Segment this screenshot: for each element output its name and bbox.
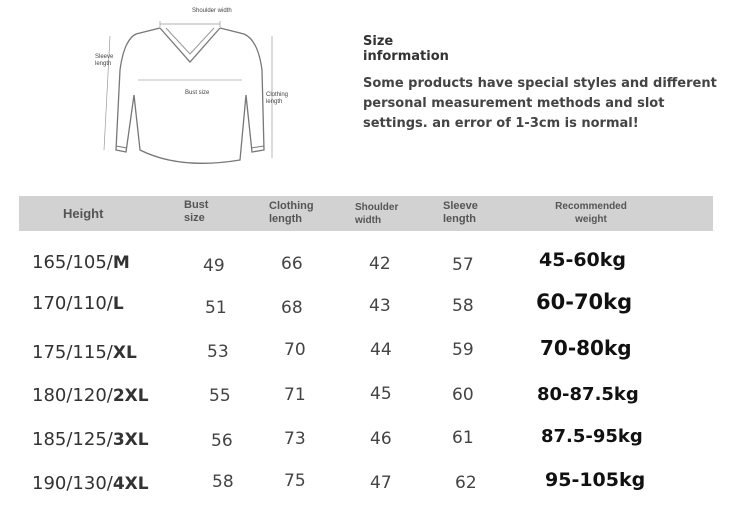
cell-bust: 49 bbox=[203, 256, 225, 276]
cell-clothing: 70 bbox=[284, 340, 306, 360]
header-shoulder: Shoulder width bbox=[355, 202, 399, 226]
cell-sleeve: 61 bbox=[452, 428, 474, 448]
sleeve-length-label: Sleeve length bbox=[95, 54, 114, 67]
cell-weight: 87.5-95kg bbox=[541, 426, 643, 447]
table-row-size: 175/115/XL bbox=[32, 342, 137, 363]
table-row-size: 170/110/L bbox=[32, 293, 124, 314]
cell-sleeve: 58 bbox=[452, 296, 474, 316]
cell-shoulder: 43 bbox=[369, 296, 391, 316]
header-height: Height bbox=[63, 206, 104, 221]
bust-size-label: Bust size bbox=[185, 90, 210, 96]
cell-bust: 58 bbox=[212, 472, 234, 492]
cell-shoulder: 45 bbox=[370, 384, 392, 404]
cell-sleeve: 59 bbox=[452, 340, 474, 360]
shoulder-width-label: Shoulder width bbox=[192, 8, 232, 14]
header-bust: Bust size bbox=[184, 199, 209, 224]
cell-shoulder: 42 bbox=[369, 254, 391, 274]
cell-shoulder: 44 bbox=[370, 340, 392, 360]
cell-clothing: 68 bbox=[281, 298, 303, 318]
cell-bust: 55 bbox=[209, 386, 231, 406]
header-weight: Recommended weight bbox=[555, 201, 627, 225]
cell-weight: 70-80kg bbox=[540, 336, 632, 360]
info-text: Some products have special styles and different personal measurement methods and slot settings. an error of 1-3cm is normal! bbox=[363, 76, 717, 131]
cell-shoulder: 47 bbox=[370, 473, 392, 493]
cell-bust: 53 bbox=[207, 342, 229, 362]
table-row-size: 180/120/2XL bbox=[32, 385, 149, 406]
cell-clothing: 66 bbox=[281, 254, 303, 274]
size-info bbox=[363, 34, 723, 134]
cell-clothing: 71 bbox=[284, 385, 306, 405]
cell-shoulder: 46 bbox=[370, 429, 392, 449]
garment-diagram bbox=[80, 0, 290, 180]
table-row-size: 185/125/3XL bbox=[32, 429, 149, 450]
cell-bust: 56 bbox=[211, 431, 233, 451]
header-sleeve: Sleeve length bbox=[443, 200, 478, 225]
cell-weight: 60-70kg bbox=[536, 290, 633, 314]
table-row-size: 165/105/M bbox=[32, 252, 130, 273]
cell-bust: 51 bbox=[205, 298, 227, 318]
clothing-length-label: Clothing length bbox=[266, 92, 289, 105]
cell-sleeve: 57 bbox=[452, 255, 474, 275]
header-clothing: Clothing length bbox=[269, 200, 314, 225]
cell-weight: 95-105kg bbox=[545, 469, 646, 491]
cell-clothing: 75 bbox=[284, 471, 306, 491]
table-row-size: 190/130/4XL bbox=[32, 473, 149, 494]
cell-weight: 80-87.5kg bbox=[537, 384, 639, 405]
cell-sleeve: 62 bbox=[455, 473, 477, 493]
cell-clothing: 73 bbox=[284, 429, 306, 449]
cell-weight: 45-60kg bbox=[539, 249, 627, 271]
info-title: Size information bbox=[363, 34, 449, 64]
cell-sleeve: 60 bbox=[452, 385, 474, 405]
